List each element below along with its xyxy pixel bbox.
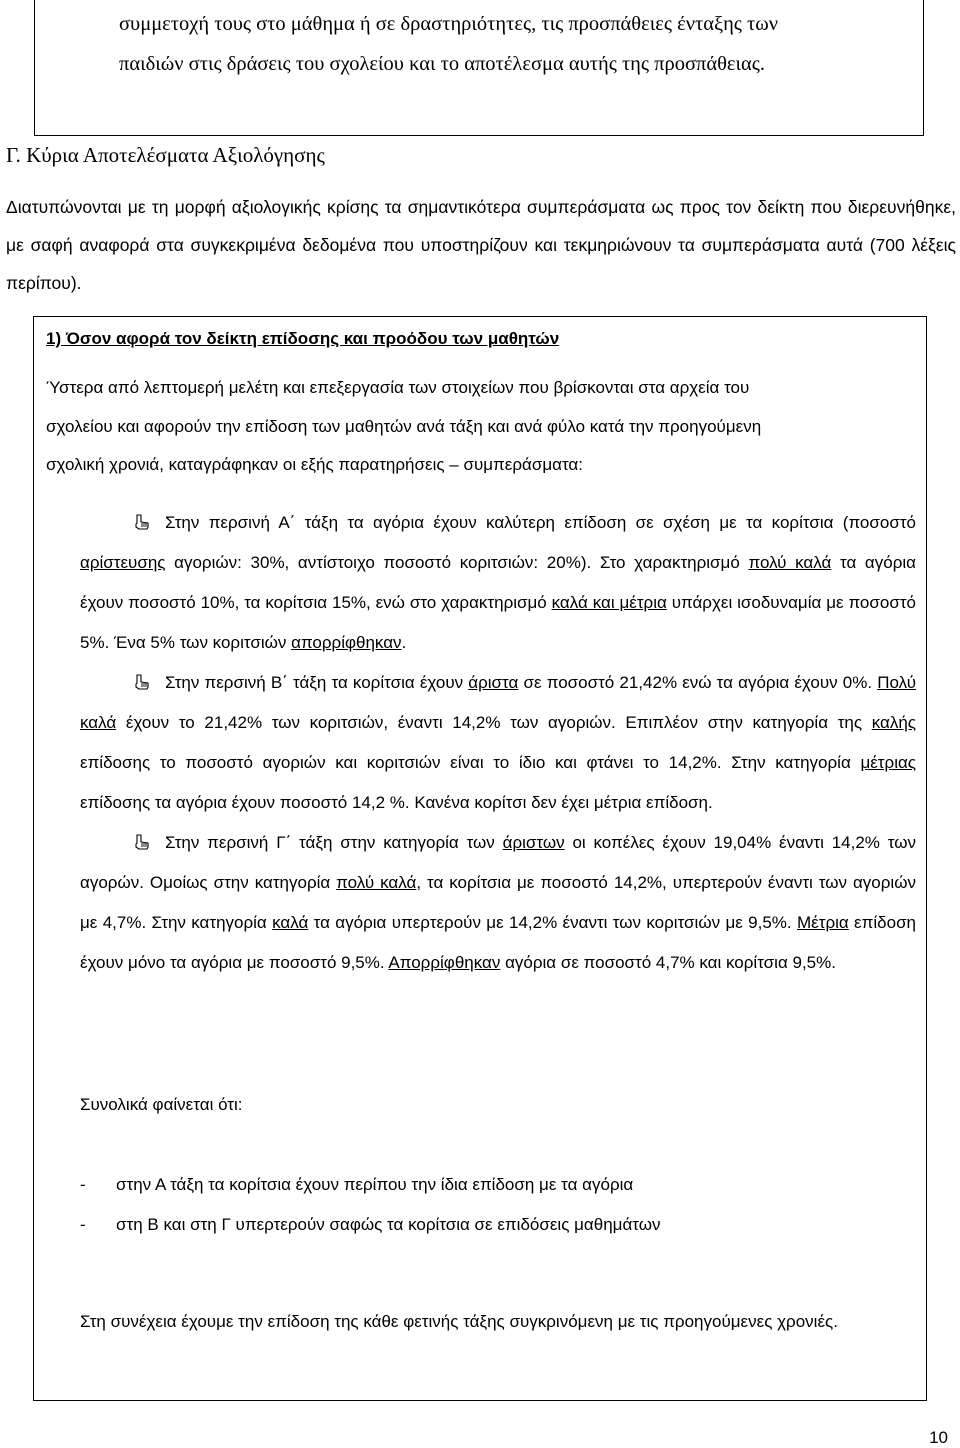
underlined-term: Απορρίφθηκαν bbox=[388, 953, 501, 972]
top-text-box bbox=[34, 0, 924, 136]
main-paragraph-line-2: σχολείου και αφορούν την επίδοση των μαθητών ανά τάξη και ανά φύλο κατά την προηγούμενη bbox=[46, 416, 762, 436]
bullet-text: αγοριών: 30%, αντίστοιχο ποσοστό κοριτσιών: 20%). Στο χαρακτηρισμό bbox=[165, 553, 749, 572]
bullet-item bbox=[80, 663, 916, 823]
bullet-text: σε ποσοστό 21,42% ενώ τα αγόρια έχουν 0%. bbox=[518, 673, 878, 692]
underlined-term: άριστα bbox=[468, 673, 519, 692]
bullet-text: τα αγόρια έχουν ποσοστό 10%, τα κορίτσια 15%, ενώ στο χαρακτηρισμό bbox=[80, 553, 916, 612]
dash-item: - στη Β και στη Γ υπερτερούν σαφώς τα κορίτσια σε επιδόσεις μαθημάτων bbox=[80, 1215, 661, 1234]
bullet-text: τα αγόρια υπερτερούν με 14,2% έναντι των κοριτσιών με 9,5%. bbox=[308, 913, 797, 932]
underlined-term: άριστων bbox=[502, 833, 565, 852]
summary-label: Συνολικά φαίνεται ότι: bbox=[80, 1095, 243, 1114]
pointing-hand-icon bbox=[135, 825, 149, 841]
main-paragraph-line-1: Ύστερα από λεπτομερή μελέτη και επεξεργασία των στοιχείων που βρίσκονται στα αρχεία του bbox=[46, 378, 750, 397]
underlined-term: μέτριας bbox=[860, 753, 916, 772]
pointing-hand-icon bbox=[135, 665, 149, 681]
underlined-term: πολύ καλά bbox=[336, 873, 417, 892]
underlined-term: Πολύ καλά bbox=[80, 673, 916, 732]
underlined-term: αρίστευσης bbox=[80, 553, 166, 572]
bullet-text: , τα κορίτσια με ποσοστό 14,2%, υπερτερούν έναντι των αγοριών με 4,7%. Στην κατηγορία bbox=[80, 873, 916, 932]
bullet-text: αγόρια σε ποσοστό 4,7% και κορίτσια 9,5%. bbox=[500, 953, 836, 972]
closing-paragraph: Στη συνέχεια έχουμε την επίδοση της κάθε φετινής τάξης συγκρινόμενη με τις προηγούμενες χρονιές. bbox=[80, 1312, 838, 1331]
main-heading: 1) Όσον αφορά τον δείκτη επίδοσης και προόδου των μαθητών bbox=[46, 329, 560, 348]
underlined-term: καλά και μέτρια bbox=[551, 593, 667, 612]
bullet-text: Στην περσινή Β΄ τάξη τα κορίτσια έχουν bbox=[165, 673, 469, 692]
dash-item: - στην Α τάξη τα κορίτσια έχουν περίπου την ίδια επίδοση με τα αγόρια bbox=[80, 1175, 634, 1194]
bullet-text: οι κοπέλες έχουν 19,04% έναντι 14,2% των αγορών. Ομοίως στην κατηγορία bbox=[80, 833, 916, 892]
bullet-text: επίδοσης τα αγόρια έχουν ποσοστό 14,2 %. Κανένα κορίτσι δεν έχει μέτρια επίδοση. bbox=[80, 793, 713, 812]
underlined-term: πολύ καλά bbox=[748, 553, 832, 572]
main-content-box bbox=[33, 316, 927, 1401]
pointing-hand-icon bbox=[135, 505, 149, 521]
dash-item-text: στην Α τάξη τα κορίτσια έχουν περίπου την ίδια επίδοση με τα αγόρια bbox=[116, 1175, 634, 1194]
bullet-list bbox=[80, 503, 916, 983]
bullet-text: υπάρχει ισοδυναμία με ποσοστό 5%. Ένα 5% των κοριτσιών bbox=[80, 593, 916, 652]
top-box-line-2: παιδιών στις δράσεις του σχολείου και το αποτέλεσμα αυτής της προσπάθειας. bbox=[119, 53, 766, 75]
main-paragraph-line-3: σχολική χρονιά, καταγράφηκαν οι εξής παρατηρήσεις – συμπεράσματα: bbox=[46, 455, 583, 474]
dash-item-text: στη Β και στη Γ υπερτερούν σαφώς τα κορίτσια σε επιδόσεις μαθημάτων bbox=[116, 1215, 661, 1234]
section-intro: Διατυπώνονται με τη μορφή αξιολογικής κρίσης τα σημαντικότερα συμπεράσματα ως προς τον δείκτη που διερευνήθηκε, με σαφή αναφορά στα συγκεκριμένα δεδομένα που υποστηρίζουν και τεκμηριώνουν τα συμπεράσματα αυτά (700 λέξεις περίπου). bbox=[6, 197, 956, 293]
bullet-item bbox=[80, 823, 916, 983]
underlined-term: Μέτρια bbox=[796, 913, 849, 932]
bullet-text: επίδοσης το ποσοστό αγοριών και κοριτσιών είναι το ίδιο και φτάνει το 14,2%. Στην κατηγορία bbox=[80, 753, 861, 772]
bullet-text: επίδοση έχουν μόνο τα αγόρια με ποσοστό 9,5%. bbox=[80, 913, 917, 972]
page-number: 10 bbox=[929, 1428, 948, 1447]
bullet-text: Στην περσινή Α΄ τάξη τα αγόρια έχουν καλύτερη επίδοση σε σχέση με τα κορίτσια (ποσοστό bbox=[165, 513, 916, 532]
main-paragraph bbox=[46, 369, 914, 485]
underlined-term: καλής bbox=[871, 713, 916, 732]
bullet-item bbox=[80, 503, 916, 663]
top-box-line-1: συμμετοχή τους στο μάθημα ή σε δραστηριότητες, τις προσπάθειες ένταξης των bbox=[119, 13, 779, 35]
bullet-text: έχουν το 21,42% των κοριτσιών, έναντι 14,2% των αγοριών. Επιπλέον στην κατηγορία της bbox=[116, 713, 872, 732]
bullet-text: Στην περσινή Γ΄ τάξη στην κατηγορία των bbox=[165, 833, 503, 852]
underlined-term: απορρίφθηκαν bbox=[291, 633, 402, 652]
dash-list bbox=[80, 1165, 661, 1245]
section-heading: Γ. Κύρια Αποτελέσματα Αξιολόγησης bbox=[6, 143, 325, 167]
underlined-term: καλά bbox=[272, 913, 309, 932]
bullet-text: . bbox=[401, 633, 407, 652]
